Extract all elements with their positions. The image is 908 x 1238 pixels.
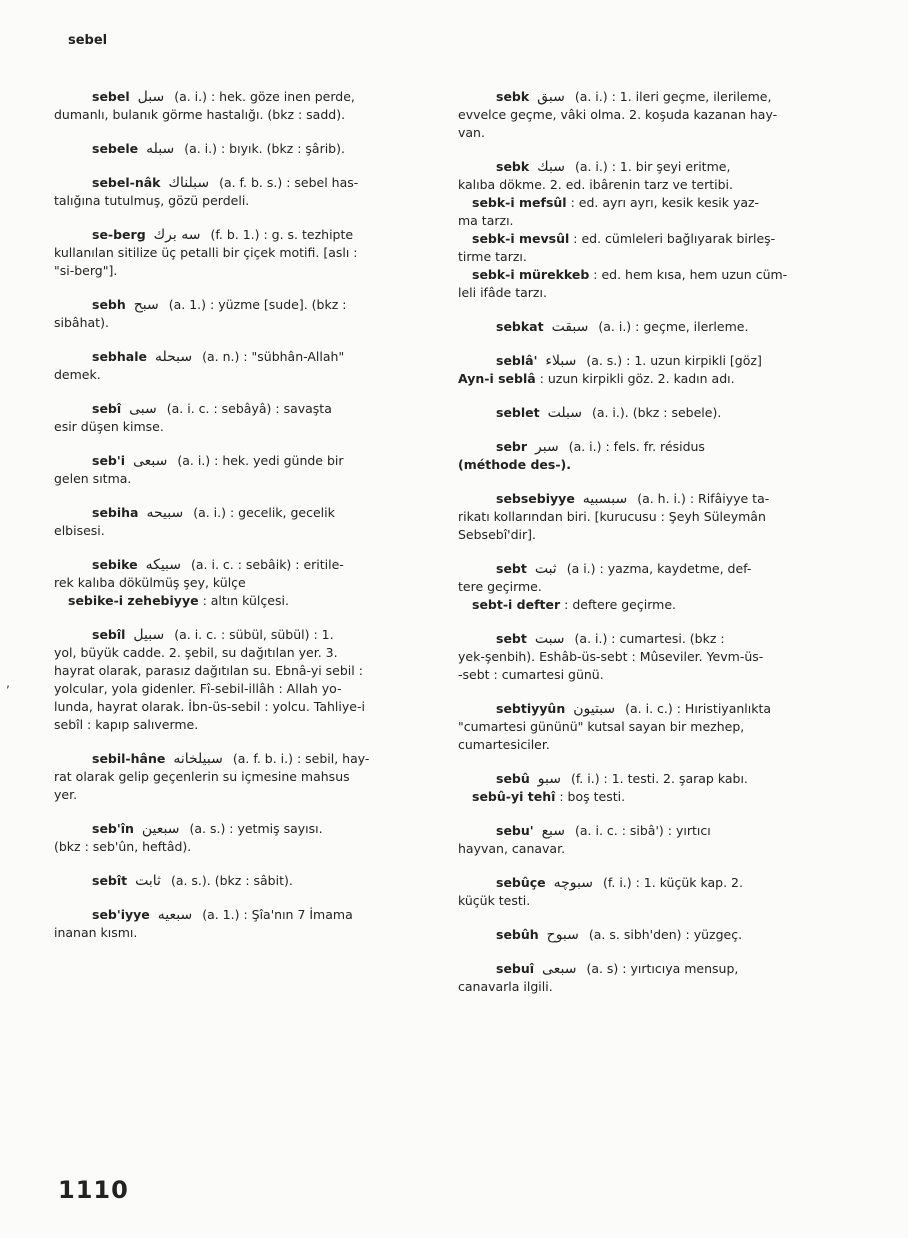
page-number: 1110	[58, 1176, 129, 1204]
entry-line	[54, 924, 434, 942]
definition-text: (a. i.) : gecelik, gecelik	[193, 505, 335, 520]
entry-line	[458, 124, 838, 142]
ottoman-script: سبله	[146, 141, 175, 157]
definition-text: "cumartesi gününü" kutsal sayan bir mezhep,	[458, 719, 745, 734]
dictionary-entry	[458, 874, 838, 910]
definition-text: (a. i.) : cumartesi. (bkz :	[574, 631, 725, 646]
ottoman-script: سبت	[534, 631, 565, 647]
headword: sebk	[496, 159, 530, 174]
entry-line	[54, 226, 434, 244]
ottoman-script: سبعين	[141, 821, 180, 837]
definition-text: cumartesiciler.	[458, 737, 550, 752]
entry-line	[54, 314, 434, 332]
definition-text: : boş testi.	[559, 789, 626, 804]
headword: sebh	[92, 297, 126, 312]
entry-line	[458, 960, 838, 978]
definition-text: : altın külçesi.	[202, 593, 289, 608]
ottoman-script: سبوچه	[553, 875, 593, 891]
definition-text: (a. i. c. : sebâik) : eritile-	[191, 557, 344, 572]
headword: seblet	[496, 405, 540, 420]
entry-line	[54, 296, 434, 314]
dictionary-entry	[458, 318, 838, 336]
entry-line	[458, 248, 838, 266]
dictionary-entry	[458, 770, 838, 806]
headword: seb'iyye	[92, 907, 150, 922]
entry-line	[54, 522, 434, 540]
dictionary-entry	[54, 820, 434, 856]
ottoman-script: سبعى	[132, 453, 168, 469]
dictionary-entry	[54, 400, 434, 436]
entry-line	[458, 370, 838, 388]
definition-text: (bkz : seb'ûn, heftâd).	[54, 839, 192, 854]
entry-line	[458, 352, 838, 370]
definition-text: (a. i.). (bkz : sebele).	[591, 405, 722, 420]
entry-line	[458, 490, 838, 508]
headword: sebk	[496, 89, 530, 104]
dictionary-entry	[54, 174, 434, 210]
headword: sebel-nâk	[92, 175, 161, 190]
entry-line	[458, 596, 838, 614]
definition-text: evvelce geçme, vâki olma. 2. koşuda kazanan hay-	[458, 107, 778, 122]
dictionary-entry	[458, 926, 838, 944]
definition-text: (f. b. 1.) : g. s. tezhipte	[210, 227, 354, 242]
dictionary-entry	[54, 88, 434, 124]
entry-line	[54, 680, 434, 698]
dictionary-entry	[54, 556, 434, 610]
ottoman-script: سبعيه	[157, 907, 193, 923]
headword: sebiha	[92, 505, 139, 520]
entry-line	[54, 470, 434, 488]
dictionary-entry	[458, 490, 838, 544]
ottoman-script: سبو	[537, 771, 561, 787]
ottoman-script: سبيلخانه	[173, 751, 223, 767]
entry-line	[458, 526, 838, 544]
entry-line	[54, 698, 434, 716]
entry-line	[54, 504, 434, 522]
definition-text: : deftere geçirme.	[564, 597, 676, 612]
ottoman-script: سبل	[137, 89, 165, 105]
ottoman-script: سبق	[537, 89, 565, 105]
headword: sebike	[92, 557, 138, 572]
ottoman-script: سبى	[129, 401, 157, 417]
entry-line	[458, 438, 838, 456]
definition-text: (a. i.) : hek. yedi günde bir	[177, 453, 344, 468]
definition-text: (a. i.) : geçme, ilerleme.	[598, 319, 749, 334]
entry-line	[458, 176, 838, 194]
entry-line	[458, 874, 838, 892]
definition-text: hayvan, canavar.	[458, 841, 566, 856]
dictionary-entry	[54, 626, 434, 734]
ottoman-script: سبح	[133, 297, 159, 313]
definition-text: (a. n.) : "sübhân-Allah"	[202, 349, 345, 364]
dictionary-entry	[458, 630, 838, 684]
entry-line	[458, 648, 838, 666]
entry-line	[54, 418, 434, 436]
headword: sebk-i mefsûl	[472, 195, 567, 210]
entry-line	[54, 838, 434, 856]
definition-text: yek-şenbih). Eshâb-üs-sebt : Mûseviler. Yevm-üs-	[458, 649, 764, 664]
headword: sebhale	[92, 349, 147, 364]
definition-text: yer.	[54, 787, 78, 802]
ottoman-script: سه برك	[153, 227, 201, 243]
definition-text: (a. s.) : 1. uzun kirpikli [göz]	[586, 353, 762, 368]
definition-text: (a. i.) : bıyık. (bkz : şârib).	[184, 141, 345, 156]
definition-text: (a. h. i.) : Rifâiyye ta-	[637, 491, 770, 506]
ottoman-script: سبلاء	[545, 353, 577, 369]
entry-line	[54, 192, 434, 210]
definition-text: demek.	[54, 367, 101, 382]
entry-line	[54, 592, 434, 610]
entry-line	[54, 262, 434, 280]
ottoman-script: سبسبيه	[582, 491, 628, 507]
definition-text: : ed. ayrı ayrı, kesik kesik yaz-	[570, 195, 760, 210]
headword: sebuî	[496, 961, 535, 976]
entry-line	[54, 626, 434, 644]
headword: sebele	[92, 141, 139, 156]
headword: sebsebiyye	[496, 491, 575, 506]
definition-text: esir düşen kimse.	[54, 419, 164, 434]
entry-line	[458, 770, 838, 788]
ottoman-script: سبك	[537, 159, 565, 175]
headword: Ayn-i seblâ	[458, 371, 536, 386]
entry-line	[54, 820, 434, 838]
definition-text: gelen sıtma.	[54, 471, 132, 486]
definition-text: (a. f. b. i.) : sebil, hay-	[232, 751, 370, 766]
entry-line	[54, 174, 434, 192]
entry-line	[458, 212, 838, 230]
entry-line	[54, 644, 434, 662]
headword: sebtiyyûn	[496, 701, 566, 716]
definition-text: (a. i. c. : sebâyâ) : savaşta	[166, 401, 332, 416]
entry-line	[458, 926, 838, 944]
definition-text: (a. s) : yırtıcıya mensup,	[586, 961, 739, 976]
entry-line	[54, 906, 434, 924]
dictionary-entry	[458, 822, 838, 858]
definition-text: (a. i.) : 1. bir şeyi eritme,	[574, 159, 731, 174]
headword: sebûh	[496, 927, 539, 942]
dictionary-entry	[458, 352, 838, 388]
definition-text: : ed. hem kısa, hem uzun cüm-	[593, 267, 788, 282]
headword: sebil-hâne	[92, 751, 166, 766]
dictionary-entry	[458, 700, 838, 754]
ottoman-script: سبلناك	[168, 175, 210, 191]
ottoman-script: سبع	[541, 823, 565, 839]
headword: sebk-i mevsûl	[472, 231, 570, 246]
entry-line	[458, 788, 838, 806]
ottoman-script: سبقت	[551, 319, 589, 335]
dictionary-entry	[54, 452, 434, 488]
entry-line	[458, 840, 838, 858]
entry-line	[458, 230, 838, 248]
entry-line	[54, 88, 434, 106]
entry-line	[458, 736, 838, 754]
definition-text: tirme tarzı.	[458, 249, 527, 264]
entry-line	[458, 266, 838, 284]
entry-line	[458, 978, 838, 996]
dictionary-entry	[458, 404, 838, 422]
entry-line	[54, 244, 434, 262]
definition-text: lunda, hayrat olarak. İbn-üs-sebil : yolcu. Tahliye-i	[54, 699, 365, 714]
entry-line	[458, 284, 838, 302]
definition-text: dumanlı, bulanık görme hastalığı. (bkz : sadd).	[54, 107, 346, 122]
entry-line	[54, 400, 434, 418]
headword: sebûçe	[496, 875, 546, 890]
headword: sebt-i defter	[472, 597, 561, 612]
headword: seb'în	[92, 821, 134, 836]
entry-line	[54, 140, 434, 158]
entry-line	[54, 556, 434, 574]
entry-line	[458, 456, 838, 474]
headword: sebk-i mürekkeb	[472, 267, 590, 282]
ottoman-script: سبتيون	[573, 701, 616, 717]
headword: sebt	[496, 561, 527, 576]
definition-text: (a. i.) : fels. fr. résidus	[568, 439, 705, 454]
running-head: sebel	[68, 33, 108, 48]
definition-text: (a. s.). (bkz : sâbit).	[170, 873, 293, 888]
dictionary-entry	[54, 906, 434, 942]
dictionary-entry	[54, 750, 434, 804]
headword: sebu'	[496, 823, 534, 838]
definition-text: (a. s. sibh'den) : yüzgeç.	[588, 927, 743, 942]
headword: sebû	[496, 771, 530, 786]
definition-text: talığına tutulmuş, gözü perdeli.	[54, 193, 250, 208]
dictionary-entry	[54, 872, 434, 890]
entry-line	[54, 366, 434, 384]
dictionary-entry	[458, 438, 838, 474]
definition-text: rat olarak gelip geçenlerin su içmesine mahsus	[54, 769, 350, 784]
margin-mark: ‚	[6, 676, 10, 690]
definition-text: (f. i.) : 1. testi. 2. şarap kabı.	[570, 771, 748, 786]
entry-line	[458, 106, 838, 124]
entry-line	[458, 578, 838, 596]
entry-line	[54, 452, 434, 470]
entry-line	[458, 194, 838, 212]
headword: sebike-i zehebiyye	[68, 593, 199, 608]
definition-text: sebîl : kapıp salıverme.	[54, 717, 199, 732]
entry-line	[458, 318, 838, 336]
entry-line	[458, 718, 838, 736]
dictionary-entry	[54, 140, 434, 158]
definition-text: (a i.) : yazma, kaydetme, def-	[566, 561, 752, 576]
entry-line	[458, 700, 838, 718]
headword: (méthode des-).	[458, 457, 571, 472]
dictionary-entry	[458, 158, 838, 302]
definition-text: kullanılan sitilize üç petalli bir çiçek motifi. [aslı :	[54, 245, 358, 260]
headword: sebîl	[92, 627, 126, 642]
definition-text: (a. i. c. : sibâ') : yırtıcı	[574, 823, 711, 838]
dictionary-entry	[54, 348, 434, 384]
definition-text: (a. s.) : yetmiş sayısı.	[189, 821, 323, 836]
definition-text: tere geçirme.	[458, 579, 542, 594]
definition-text: van.	[458, 125, 485, 140]
ottoman-script: سبوح	[546, 927, 579, 943]
entry-line	[458, 88, 838, 106]
entry-line	[458, 666, 838, 684]
definition-text: kalıba dökme. 2. ed. ibârenin tarz ve tertibi.	[458, 177, 733, 192]
definition-text: (a. i. c.) : Hıristiyanlıkta	[625, 701, 772, 716]
definition-text: inanan kısmı.	[54, 925, 138, 940]
ottoman-script: سبيكه	[145, 557, 182, 573]
entry-line	[54, 768, 434, 786]
entry-line	[458, 508, 838, 526]
definition-text: (a. i. c. : sübül, sübül) : 1.	[174, 627, 334, 642]
right-column	[458, 88, 838, 1012]
definition-text: -sebt : cumartesi günü.	[458, 667, 604, 682]
definition-text: ma tarzı.	[458, 213, 514, 228]
entry-line	[54, 786, 434, 804]
definition-text: küçük testi.	[458, 893, 531, 908]
entry-line	[54, 750, 434, 768]
ottoman-script: سبلت	[547, 405, 582, 421]
headword: sebkat	[496, 319, 544, 334]
entry-line	[54, 662, 434, 680]
definition-text: canavarla ilgili.	[458, 979, 553, 994]
definition-text: (f. i.) : 1. küçük kap. 2.	[603, 875, 743, 890]
dictionary-entry	[458, 88, 838, 142]
entry-line	[458, 630, 838, 648]
definition-text: hayrat olarak, parasız dağıtılan su. Ebnâ-yi sebil :	[54, 663, 363, 678]
definition-text: rek kalıba dökülmüş şey, külçe	[54, 575, 246, 590]
definition-text: sibâhat).	[54, 315, 109, 330]
definition-text: rikatı kollarından biri. [kurucusu : Şeyh Süleymân	[458, 509, 766, 524]
ottoman-script: سبيل	[133, 627, 165, 643]
dictionary-entry	[54, 504, 434, 540]
definition-text: yol, büyük cadde. 2. şebil, su dağıtılan yer. 3.	[54, 645, 338, 660]
definition-text: "si-berg"].	[54, 263, 118, 278]
entry-line	[458, 560, 838, 578]
dictionary-entry	[458, 960, 838, 996]
headword: sebr	[496, 439, 528, 454]
ottoman-script: سبيحه	[146, 505, 184, 521]
entry-line	[54, 872, 434, 890]
headword: se-berg	[92, 227, 146, 242]
entry-line	[54, 106, 434, 124]
entry-line	[458, 158, 838, 176]
ottoman-script: ثبت	[534, 561, 557, 577]
definition-text: : ed. cümleleri bağlıyarak birleş-	[573, 231, 776, 246]
ottoman-script: سبعى	[542, 961, 577, 977]
definition-text: leli ifâde tarzı.	[458, 285, 547, 300]
entry-line	[54, 574, 434, 592]
definition-text: elbisesi.	[54, 523, 105, 538]
entry-line	[458, 404, 838, 422]
definition-text: (a. f. b. s.) : sebel has-	[219, 175, 359, 190]
dictionary-entry	[458, 560, 838, 614]
definition-text: (a. i.) : 1. ileri geçme, ilerileme,	[574, 89, 772, 104]
entry-line	[458, 892, 838, 910]
headword: sebû-yi tehî	[472, 789, 556, 804]
headword: sebel	[92, 89, 130, 104]
ottoman-script: سبر	[535, 439, 559, 455]
left-column	[54, 88, 434, 958]
headword: seblâ'	[496, 353, 538, 368]
definition-text: : uzun kirpikli göz. 2. kadın adı.	[539, 371, 735, 386]
dictionary-entry	[54, 226, 434, 280]
definition-text: (a. 1.) : yüzme [sude]. (bkz :	[168, 297, 347, 312]
headword: seb'i	[92, 453, 125, 468]
dictionary-entry	[54, 296, 434, 332]
ottoman-script: سبحله	[154, 349, 193, 365]
definition-text: (a. 1.) : Şîa'nın 7 İmama	[202, 907, 353, 922]
entry-line	[54, 348, 434, 366]
entry-line	[54, 716, 434, 734]
definition-text: Sebsebî'dir].	[458, 527, 537, 542]
entry-line	[458, 822, 838, 840]
headword: sebt	[496, 631, 527, 646]
headword: sebît	[92, 873, 128, 888]
ottoman-script: ثابت	[135, 873, 161, 889]
definition-text: yolcular, yola gidenler. Fî-sebil-illâh : Allah yo-	[54, 681, 342, 696]
definition-text: (a. i.) : hek. göze inen perde,	[174, 89, 355, 104]
headword: sebî	[92, 401, 122, 416]
